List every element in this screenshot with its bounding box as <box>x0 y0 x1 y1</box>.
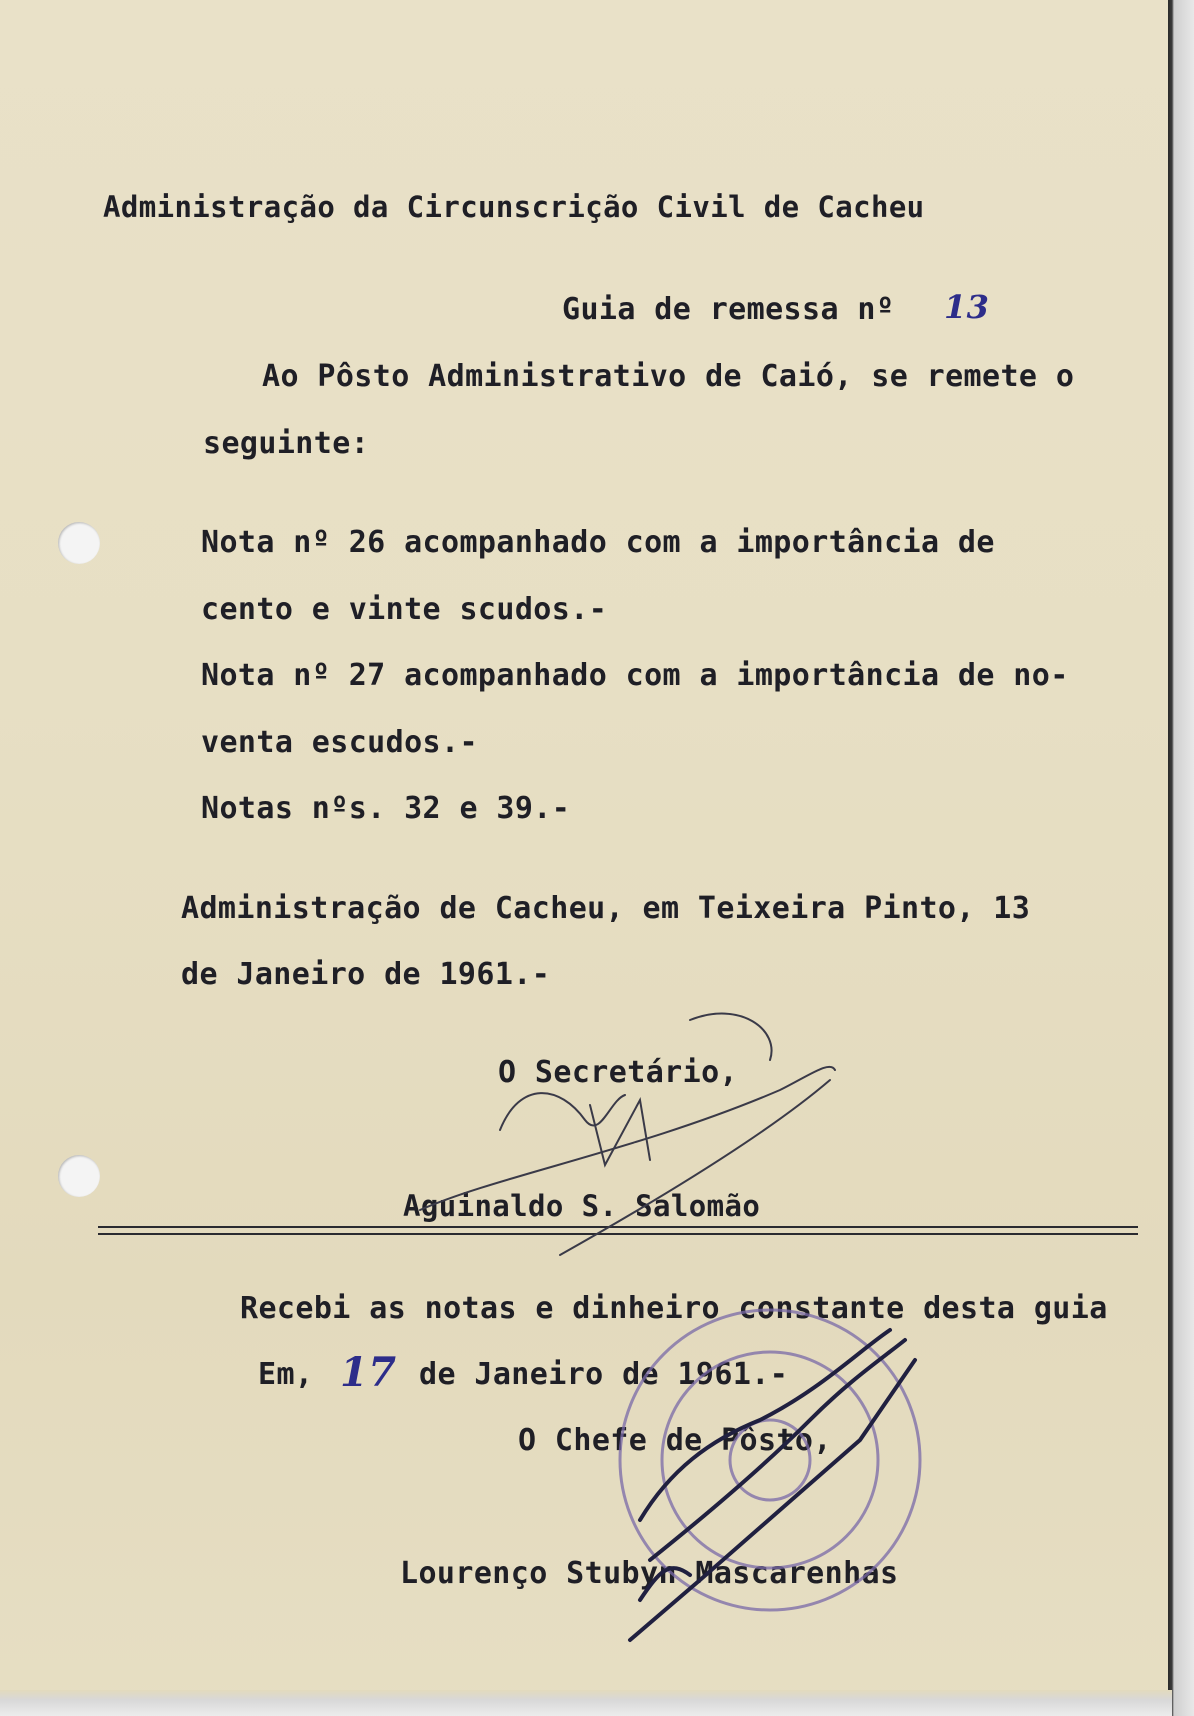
scan-edge-right <box>1168 0 1194 1716</box>
secretary-signature <box>420 1014 835 1255</box>
scan-edge-bottom <box>0 1690 1172 1716</box>
item-line-2: cento e vinte scudos.- <box>201 592 608 627</box>
place-line-2: de Janeiro de 1961.- <box>181 957 551 992</box>
item-line-3: Nota nº 27 acompanhado com a importância de no- <box>201 658 1069 693</box>
chief-signature <box>630 1330 915 1640</box>
place-line-1: Administração de Cacheu, em Teixeira Pinto, 13 <box>181 891 1031 926</box>
guia-label: Guia de remessa nº <box>562 292 895 327</box>
guia-number: 13 <box>944 288 990 326</box>
intro-line-1: Ao Pôsto Administrativo de Caió, se remete o <box>262 359 1075 394</box>
receipt-date-suffix: de Janeiro de 1961.- <box>419 1357 789 1392</box>
item-line-1: Nota nº 26 acompanhado com a importância de <box>201 525 995 560</box>
chief-title: O Chefe de Pôsto, <box>518 1423 832 1458</box>
item-line-5: Notas nºs. 32 e 39.- <box>201 791 571 826</box>
receipt-date-prefix: Em, <box>258 1357 314 1392</box>
secretary-title: O Secretário, <box>498 1055 738 1090</box>
secretary-name: Aguinaldo S. Salomão <box>403 1189 761 1223</box>
item-line-4: venta escudos.- <box>201 725 478 760</box>
document-header: Administração da Circunscrição Civil de Cacheu <box>103 190 925 224</box>
intro-line-2: seguinte: <box>203 426 370 461</box>
receipt-day: 17 <box>340 1349 397 1396</box>
receipt-line: Recebi as notas e dinheiro constante desta guia <box>240 1291 1108 1326</box>
chief-name: Lourenço Stubyn Mascarenhas <box>400 1556 899 1591</box>
